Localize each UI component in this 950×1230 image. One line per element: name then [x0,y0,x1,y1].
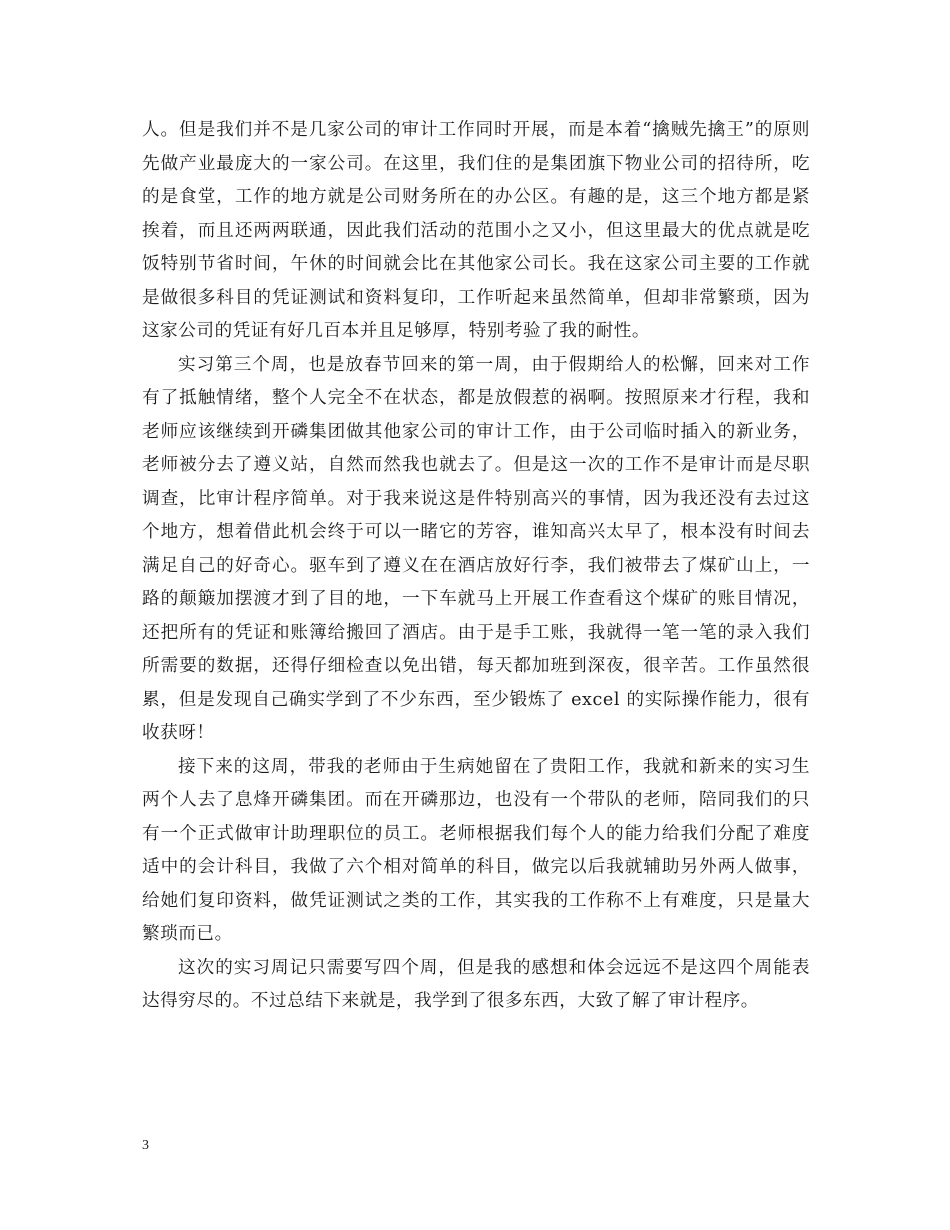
document-body [142,114,810,1019]
paragraph-2: 实习第三个周，也是放春节回来的第一周，由于假期给人的松懈，回来对工作有了抵触情绪，整个人完全不在状态，都是放假惹的祸啊。按照原来才行程，我和老师应该继续到开磷集团做其他家公司的审计工作，由于公司临时插入的新业务，老师被分去了遵义站，自然而然我也就去了。但是这一次的工作不是审计而是尽职调查，比审计程序简单。对于我来说这是件特别高兴的事情，因为我还没有去过这个地方，想着借此机会终于可以一睹它的芳容，谁知高兴太早了，根本没有时间去满足自己的好奇心。驱车到了遵义在在酒店放好行李，我们被带去了煤矿山上，一路的颠簸加摆渡才到了目的地，一下车就马上开展工作查看这个煤矿的账目情况，还把所有的凭证和账簿给搬回了酒店。由于是手工账，我就得一笔一笔的录入我们所需要的数据，还得仔细检查以免出错，每天都加班到深夜，很辛苦。工作虽然很累，但是发现自己确实学到了不少东西，至少锻炼了 excel 的实际操作能力，很有收获呀！ [142,354,810,743]
paragraph-3: 接下来的这周，带我的老师由于生病她留在了贵阳工作，我就和新来的实习生两个人去了息烽开磷集团。而在开磷那边，也没有一个带队的老师，陪同我们的只有一个正式做审计助理职位的员工。老师根据我们每个人的能力给我们分配了难度适中的会计科目，我做了六个相对简单的科目，做完以后我就辅助另外两人做事，给她们复印资料，做凭证测试之类的工作，其实我的工作称不上有难度，只是量大繁琐而已。 [142,756,810,944]
paragraph-4: 这次的实习周记只需要写四个周，但是我的感想和体会远远不是这四个周能表达得穷尽的。不过总结下来就是，我学到了很多东西，大致了解了审计程序。 [142,957,810,1011]
page-number: 3 [142,1138,149,1153]
paragraph-1: 人。但是我们并不是几家公司的审计工作同时开展，而是本着“擒贼先擒王”的原则先做产业最庞大的一家公司。在这里，我们住的是集团旗下物业公司的招待所，吃的是食堂，工作的地方就是公司财务所在的办公区。有趣的是，这三个地方都是紧挨着，而且还两两联通，因此我们活动的范围小之又小，但这里最大的优点就是吃饭特别节省时间，午休的时间就会比在其他家公司长。我在这家公司主要的工作就是做很多科目的凭证测试和资料复印，工作听起来虽然简单，但却非常繁琐，因为这家公司的凭证有好几百本并且足够厚，特别考验了我的耐性。 [142,120,810,341]
